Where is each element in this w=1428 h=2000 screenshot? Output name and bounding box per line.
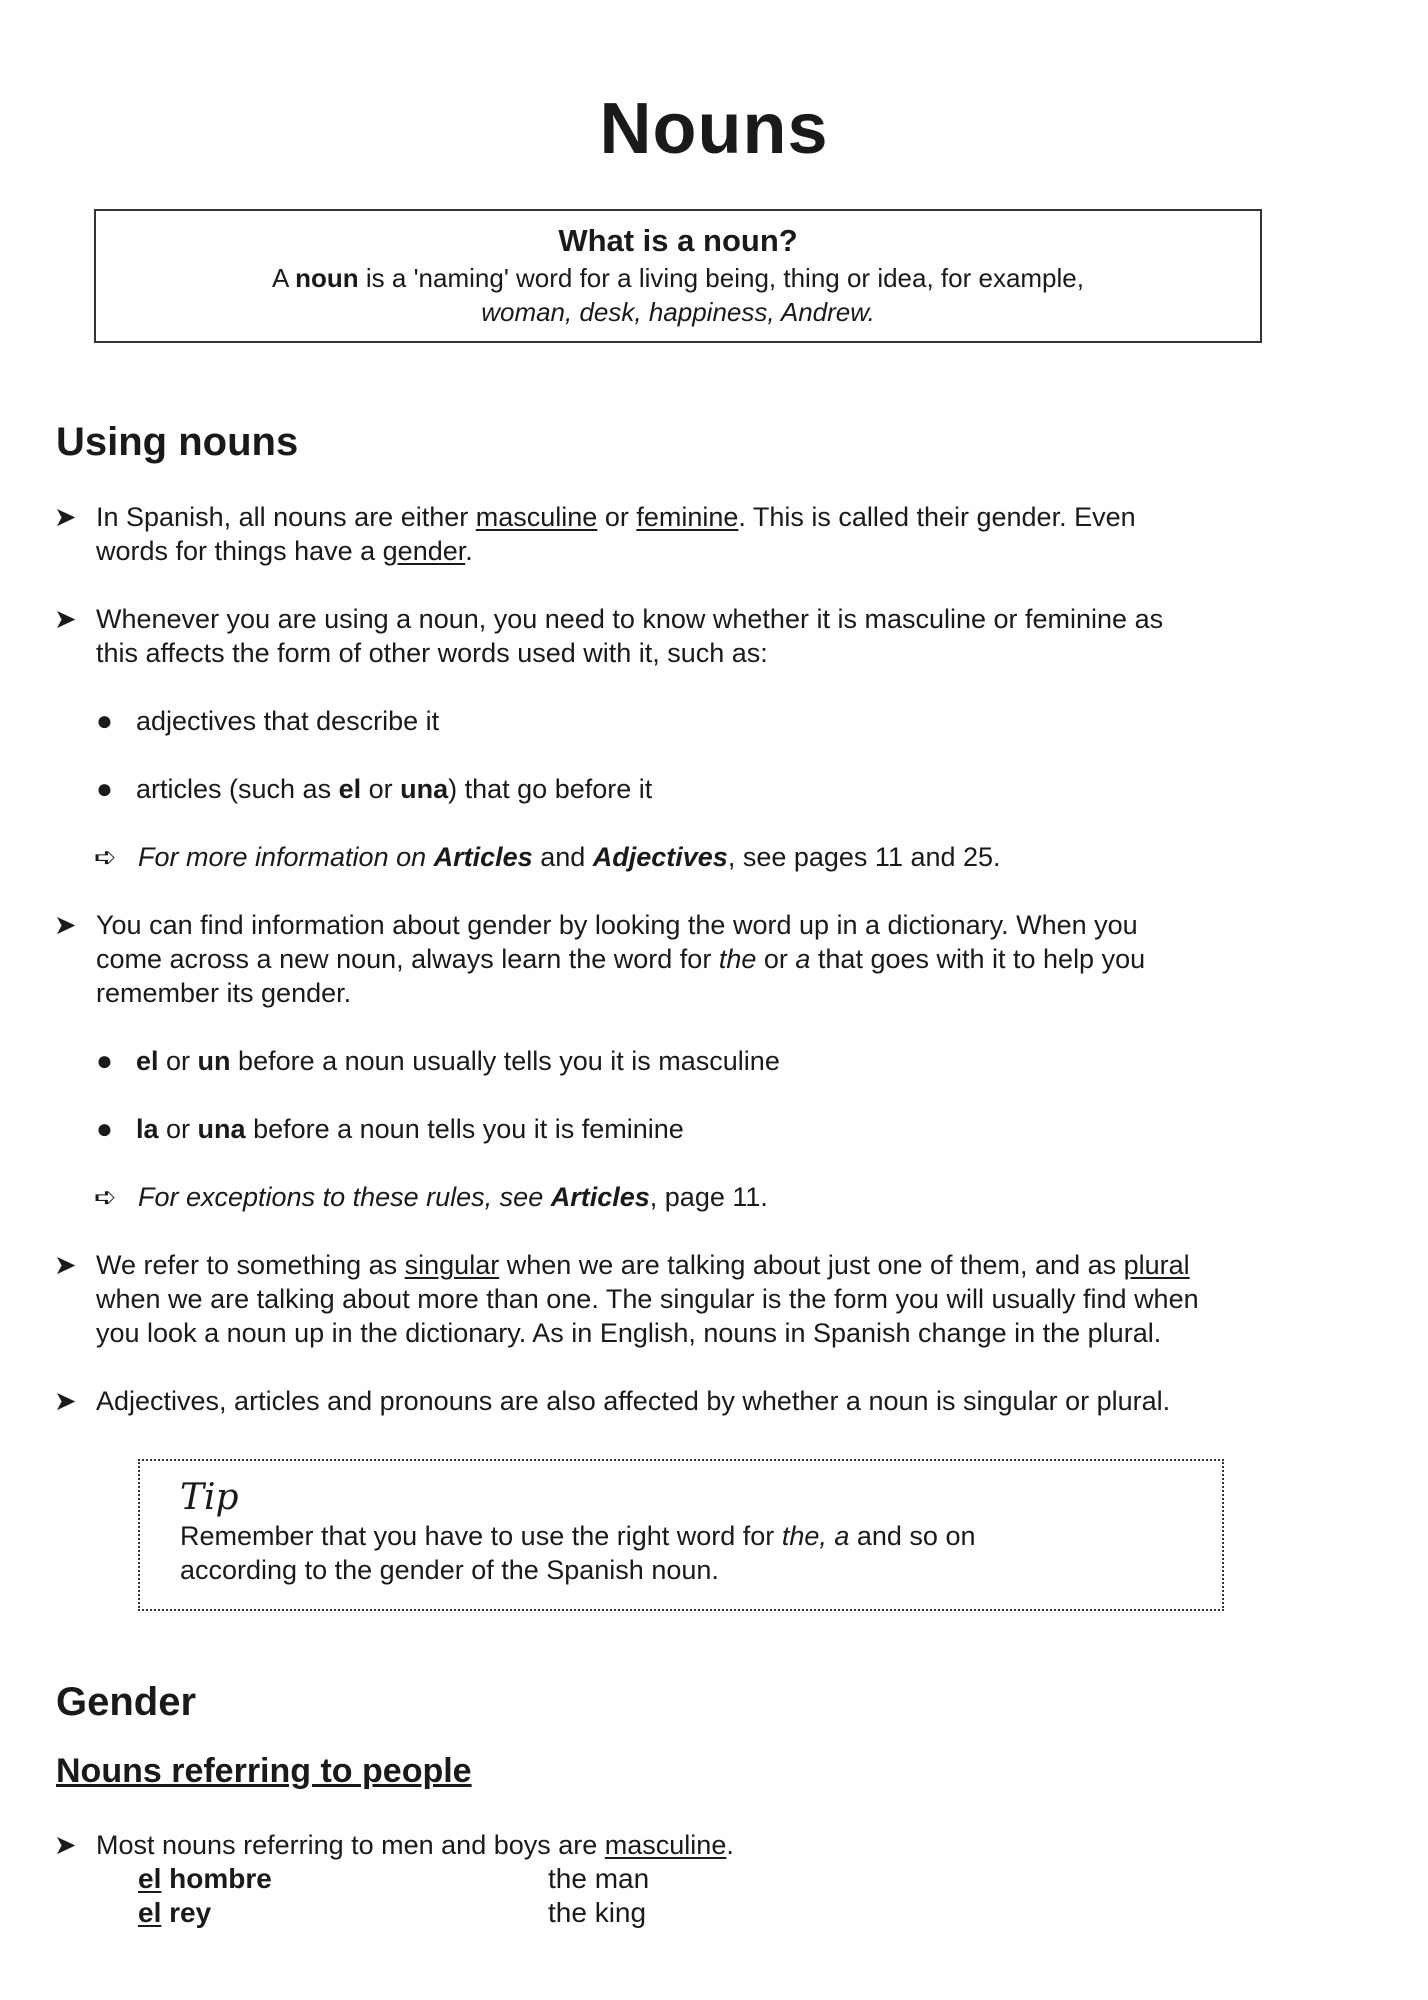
paragraph-gender-intro: In Spanish, all nouns are either masculine or feminine. This is called their gender. Even words for things have a gender. <box>96 502 1136 566</box>
arrowhead-icon: ➤ <box>54 910 77 940</box>
tip-label: Tip <box>180 1477 239 1518</box>
bullet-feminine-articles: la or una before a noun tells you it is feminine <box>136 1114 684 1144</box>
example-translation: the king <box>548 1897 647 1928</box>
arrowhead-icon: ➤ <box>54 1250 77 1280</box>
arrowhead-icon: ➤ <box>54 604 77 634</box>
example-translation: the man <box>548 1863 650 1894</box>
bullet-dot-icon: ● <box>96 1113 113 1144</box>
tip-box <box>138 1459 1224 1611</box>
paragraph-dictionary: You can find information about gender by looking the word up in a dictionary. When you come across a new noun, always learn the word for the or a that goes with it to help you remember its gender. <box>96 910 1146 1008</box>
bullet-dot-icon: ● <box>96 705 113 736</box>
tip-text: Remember that you have to use the right word for the, a and so on according to the gender of the Spanish noun. <box>180 1521 976 1585</box>
definition-box <box>94 209 1262 343</box>
arrowhead-icon: ➤ <box>54 1830 77 1860</box>
bullet-dot-icon: ● <box>96 1045 113 1076</box>
page-title: Nouns <box>599 89 829 169</box>
paragraph-whenever: Whenever you are using a noun, you need to know whether it is masculine or feminine as this affects the form of other words used with it, such as: <box>96 604 1164 668</box>
cross-reference-exceptions: For exceptions to these rules, see Articles, page 11. <box>138 1182 768 1212</box>
paragraph-masculine-people: Most nouns referring to men and boys are masculine. <box>96 1830 734 1860</box>
subheading-nouns-referring-to-people: Nouns referring to people <box>56 1752 472 1790</box>
definition-heading: What is a noun? <box>558 223 798 258</box>
cross-reference-articles-adjectives: For more information on Articles and Adjectives, see pages 11 and 25. <box>138 842 1001 872</box>
bullet-masculine-articles: el or un before a noun usually tells you it is masculine <box>136 1046 780 1076</box>
bullet-adjectives: adjectives that describe it <box>136 706 440 736</box>
arrowhead-icon: ➤ <box>54 1386 77 1416</box>
section-heading-using-nouns: Using nouns <box>56 420 299 464</box>
section-heading-gender: Gender <box>56 1680 197 1724</box>
definition-line-2: woman, desk, happiness, Andrew. <box>481 297 875 327</box>
paragraph-singular-plural: We refer to something as singular when we are talking about just one of them, and as plural when we are talking about more than one. The singular is the form you will usually find when you look a noun up in the dictionary. As in English, nouns in Spanish change in the plural. <box>96 1250 1199 1348</box>
bullet-dot-icon: ● <box>96 773 113 804</box>
paragraph-adjectives-affected: Adjectives, articles and pronouns are also affected by whether a noun is singular or plural. <box>96 1386 1171 1416</box>
hand-pointer-icon: ➪ <box>94 842 117 872</box>
definition-line-1: A noun is a 'naming' word for a living being, thing or idea, for example, <box>272 263 1084 293</box>
example-spanish: el hombre <box>138 1863 272 1894</box>
bullet-articles: articles (such as el or una) that go before it <box>136 774 653 804</box>
arrowhead-icon: ➤ <box>54 502 77 532</box>
hand-pointer-icon: ➪ <box>94 1182 117 1212</box>
example-spanish: el rey <box>138 1897 212 1928</box>
